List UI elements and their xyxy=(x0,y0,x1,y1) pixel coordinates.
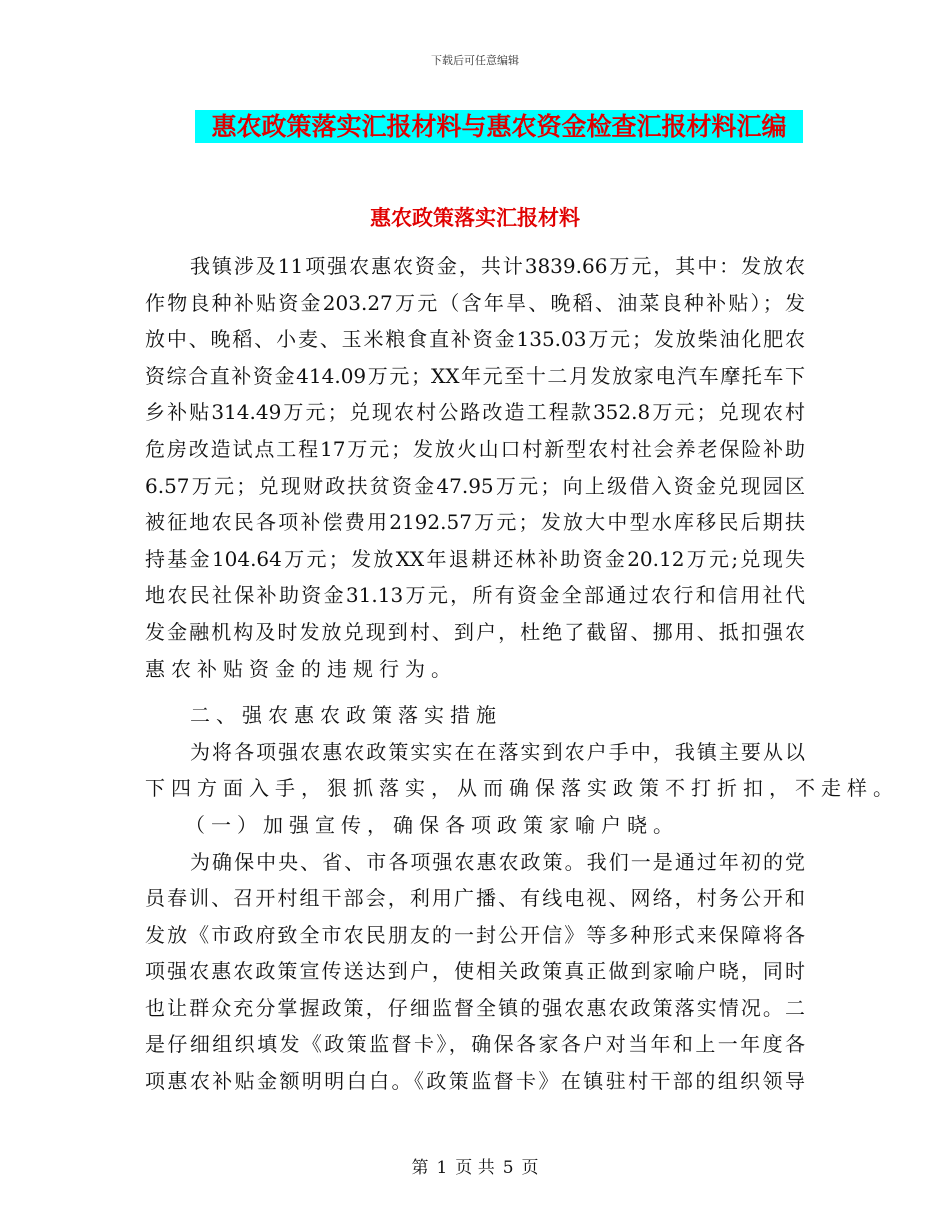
text-line: 发放《市政府致全市农民朋友的一封公开信》等多种形式来保障将各 xyxy=(145,922,805,947)
current-page-number: 1 xyxy=(436,1158,448,1178)
text-line: 乡补贴314.49万元；兑现农村公路改造工程款352.8万元；兑现农村 xyxy=(145,400,805,425)
section-heading-measures: 二、强农惠农政策落实措施 xyxy=(190,703,502,728)
page-footer xyxy=(0,1153,950,1178)
total-page-count: 5 xyxy=(502,1158,514,1178)
text-line: 也让群众充分掌握政策，仔细监督全镇的强农惠农政策落实情况。二 xyxy=(145,995,805,1020)
text-line: 发金融机构及时发放兑现到村、到户，杜绝了截留、挪用、抵扣强农 xyxy=(145,619,805,644)
text-line: 是仔细组织填发《政策监督卡》，确保各家各户对当年和上一年度各 xyxy=(145,1032,805,1057)
text-line: 放中、晚稻、小麦、玉米粮食直补资金135.03万元；发放柴油化肥农 xyxy=(145,327,805,352)
document-title: 惠农政策落实汇报材料与惠农资金检查汇报材料汇编 xyxy=(195,110,803,143)
text-line: 员春训、召开村组干部会，利用广播、有线电视、网络，村务公开和 xyxy=(145,886,805,911)
text-line: 为确保中央、省、市各项强农惠农政策。我们一是通过年初的党 xyxy=(190,849,805,874)
text-line: 持基金104.64万元；发放XX年退耕还林补助资金20.12万元;兑现失 xyxy=(145,546,805,571)
paragraph-funds-summary xyxy=(145,248,805,687)
text-line: 作物良种补贴资金203.27万元（含年旱、晚稻、油菜良种补贴）；发 xyxy=(145,290,805,315)
paragraph-publicity xyxy=(145,844,805,1100)
text-line: 惠农补贴资金的违规行为。 xyxy=(145,656,457,681)
section-title: 惠农政策落实汇报材料 xyxy=(370,206,580,230)
footer-middle: 页 共 xyxy=(455,1158,495,1178)
text-line: 下四方面入手，狠抓落实，从而确保落实政策不打折扣，不走样。 xyxy=(145,776,899,801)
footer-prefix: 第 xyxy=(411,1158,429,1178)
paragraph-intro-measures xyxy=(145,734,899,807)
text-line: 危房改造试点工程17万元；发放火山口村新型农村社会养老保险补助 xyxy=(145,436,805,461)
text-line: 地农民社保补助资金31.13万元，所有资金全部通过农行和信用社代 xyxy=(145,583,805,608)
document-body xyxy=(145,248,899,1100)
text-line: 资综合直补资金414.09万元；XX年元至十二月发放家电汽车摩托车下 xyxy=(145,363,805,388)
text-line: 6.57万元；兑现财政扶贫资金47.95万元；向上级借入资金兑现园区 xyxy=(145,473,805,498)
subsection-heading-publicity: （一）加强宣传，确保各项政策家喻户晓。 xyxy=(185,812,679,837)
text-line: 我镇涉及11项强农惠农资金，共计3839.66万元，其中：发放农 xyxy=(190,254,805,278)
page-header-note: 下载后可任意编辑 xyxy=(431,54,519,67)
text-line: 被征地农民各项补偿费用2192.57万元；发放大中型水库移民后期扶 xyxy=(145,510,805,535)
text-line: 项强农惠农政策宣传送达到户，使相关政策真正做到家喻户晓，同时 xyxy=(145,959,805,984)
footer-suffix: 页 xyxy=(521,1158,539,1178)
text-line: 为将各项强农惠农政策实实在在落实到农户手中，我镇主要从以 xyxy=(190,739,805,764)
text-line: 项惠农补贴金额明明白白。《政策监督卡》在镇驻村干部的组织领导 xyxy=(145,1069,805,1094)
